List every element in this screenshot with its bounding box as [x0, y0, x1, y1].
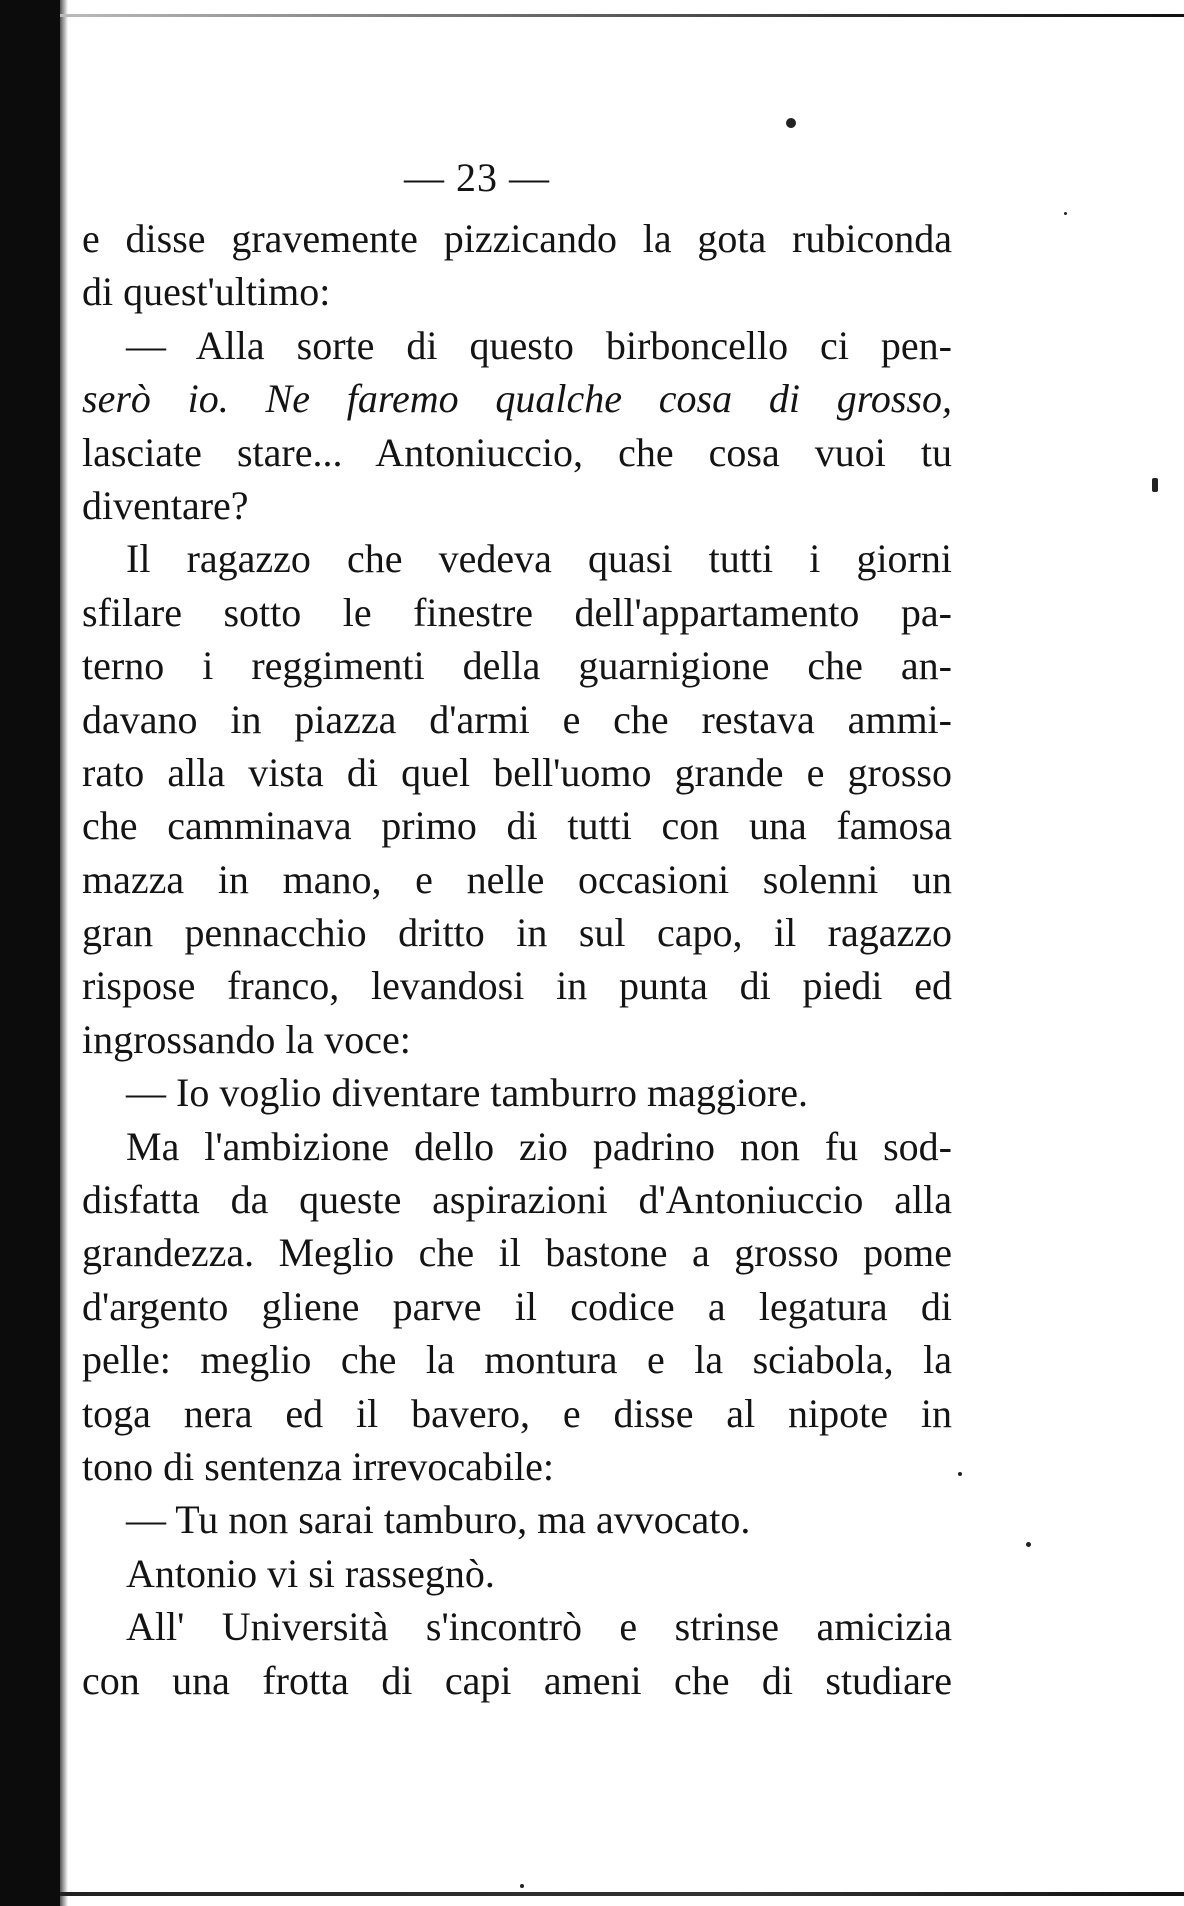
book-page: [82, 150, 952, 1707]
text-line: tono di sentenza irrevocabile:: [82, 1443, 555, 1489]
text-line: che camminava primo di tutti con una famosa: [82, 803, 952, 849]
text-line: sfilare sotto le finestre dell'appartamento pa-: [82, 589, 952, 635]
text-line: di quest'ultimo:: [82, 269, 331, 315]
scan-speck: [1064, 212, 1067, 215]
page-binding-edge: [0, 0, 60, 1906]
text-line: gran pennacchio dritto in sul capo, il ragazzo: [82, 910, 952, 956]
text-line: serò io. Ne faremo qualche cosa di grosso,: [82, 376, 952, 422]
text-line: — Tu non sarai tamburo, ma avvocato.: [126, 1497, 751, 1543]
text-line: Il ragazzo che vedeva quasi tutti i giorni: [126, 536, 952, 582]
text-line: rato alla vista di quel bell'uomo grande e grosso: [82, 749, 952, 795]
page-number: — 23 —: [404, 155, 550, 200]
text-line: grandezza. Meglio che il bastone a grosso pome: [82, 1230, 952, 1276]
scan-speck: [1026, 1542, 1031, 1547]
scan-speck: [786, 118, 796, 128]
text-line: — Alla sorte di questo birboncello ci pen-: [126, 322, 952, 368]
scan-speck: [520, 1884, 524, 1888]
text-line: All' Università s'incontrò e strinse amicizia: [126, 1604, 952, 1650]
scan-speck: [1152, 478, 1158, 492]
text-line: terno i reggimenti della guarnigione che an-: [82, 643, 952, 689]
text-line: con una frotta di capi ameni che di studiare: [82, 1657, 952, 1703]
text-line: toga nera ed il bavero, e disse al nipote in: [82, 1390, 952, 1436]
scan-top-edge: [60, 14, 1184, 17]
scan-speck: [958, 1472, 962, 1476]
text-line: d'argento gliene parve il codice a legatura di: [82, 1283, 952, 1329]
text-line: lasciate stare... Antoniuccio, che cosa vuoi tu: [82, 429, 952, 475]
text-line: — Io voglio diventare tamburro maggiore.: [126, 1070, 809, 1116]
text-line: rispose franco, levandosi in punta di piedi ed: [82, 963, 952, 1009]
text-line: ingrossando la voce:: [82, 1016, 411, 1062]
text-line: Ma l'ambizione dello zio padrino non fu sod-: [126, 1123, 952, 1169]
text-line: disfatta da queste aspirazioni d'Antoniuccio alla: [82, 1177, 952, 1223]
text-line: pelle: meglio che la montura e la sciabola, la: [82, 1337, 952, 1383]
text-line: diventare?: [82, 482, 249, 528]
scan-bottom-edge: [60, 1892, 1184, 1896]
text-line: Antonio vi si rassegnò.: [126, 1550, 495, 1596]
text-line: mazza in mano, e nelle occasioni solenni un: [82, 856, 952, 902]
text-line: davano in piazza d'armi e che restava ammi-: [82, 696, 952, 742]
body-text: [82, 212, 952, 1707]
text-line: e disse gravemente pizzicando la gota rubiconda: [82, 216, 952, 261]
